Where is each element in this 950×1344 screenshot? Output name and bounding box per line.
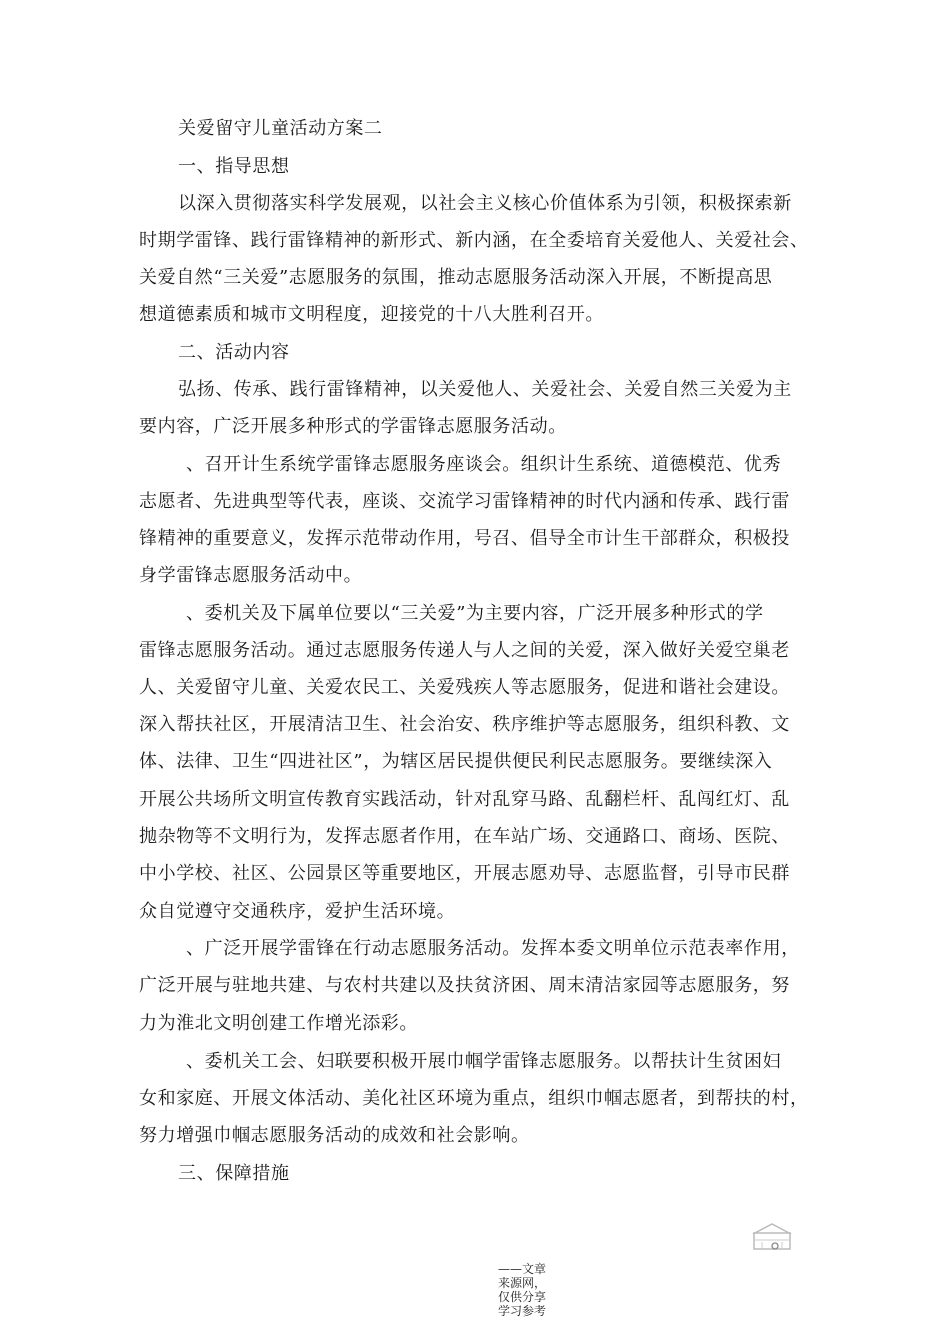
- paragraph-line: 、召开计生系统学雷锋志愿服务座谈会。组织计生系统、道德模范、优秀: [186, 454, 782, 475]
- paragraph-line: 、委机关及下属单位要以“三关爱”为主要内容，广泛开展多种形式的学: [186, 603, 764, 624]
- footer-note: ——文章来源网，仅供分享学习参考: [498, 1262, 547, 1318]
- paragraph-line: 雷锋志愿服务活动。通过志愿服务传递人与人之间的关爱，深入做好关爱空巢老: [139, 640, 790, 661]
- paragraph-line: 女和家庭、开展文体活动、美化社区环境为重点，组织巾帼志愿者，到帮扶的村，: [139, 1088, 809, 1109]
- paragraph-line: 力为淮北文明创建工作增光添彩。: [139, 1013, 418, 1034]
- paragraph-line: 关爱自然“三关爱”志愿服务的氛围，推动志愿服务活动深入开展，不断提高思: [139, 267, 773, 288]
- paragraph-line: 身学雷锋志愿服务活动中。: [139, 565, 363, 586]
- paragraph-line: 、委机关工会、妇联要积极开展巾帼学雷锋志愿服务。以帮扶计生贫困妇: [186, 1051, 782, 1072]
- paragraph-line: 中小学校、社区、公园景区等重要地区，开展志愿劝导、志愿监督，引导市民群: [139, 863, 790, 884]
- paragraph-line: 众自觉遵守交通秩序，爱护生活环境。: [139, 901, 456, 922]
- paragraph-line: 广泛开展与驻地共建、与农村共建以及扶贫济困、周末清洁家园等志愿服务，努: [139, 975, 790, 996]
- stamp-icon: [750, 1220, 794, 1252]
- paragraph-line: 锋精神的重要意义，发挥示范带动作用，号召、倡导全市计生干部群众，积极投: [139, 528, 790, 549]
- paragraph-line: 开展公共场所文明宣传教育实践活动，针对乱穿马路、乱翻栏杆、乱闯红灯、乱: [139, 789, 790, 810]
- paragraph-line: 以深入贯彻落实科学发展观，以社会主义核心价值体系为引领，积极探索新: [178, 193, 792, 214]
- paragraph-line: 弘扬、传承、践行雷锋精神，以关爱他人、关爱社会、关爱自然三关爱为主: [178, 379, 792, 400]
- paragraph-line: 抛杂物等不文明行为，发挥志愿者作用，在车站广场、交通路口、商场、医院、: [139, 826, 790, 847]
- paragraph-line: 志愿者、先进典型等代表，座谈、交流学习雷锋精神的时代内涵和传承、践行雷: [139, 491, 790, 512]
- paragraph-line: 想道德素质和城市文明程度，迎接党的十八大胜利召开。: [139, 304, 604, 325]
- document-title: 关爱留守儿童活动方案二: [178, 118, 383, 139]
- paragraph-line: 要内容，广泛开展多种形式的学雷锋志愿服务活动。: [139, 416, 567, 437]
- paragraph-line: 体、法律、卫生“四进社区”，为辖区居民提供便民利民志愿服务。要继续深入: [139, 751, 773, 772]
- paragraph-line: 时期学雷锋、践行雷锋精神的新形式、新内涵，在全委培育关爱他人、关爱社会、: [139, 230, 809, 251]
- paragraph-line: 努力增强巾帼志愿服务活动的成效和社会影响。: [139, 1125, 530, 1146]
- section-heading-2: 二、活动内容: [178, 342, 290, 363]
- paragraph-line: 深入帮扶社区，开展清洁卫生、社会治安、秩序维护等志愿服务，组织科教、文: [139, 714, 790, 735]
- paragraph-line: 人、关爱留守儿童、关爱农民工、关爱残疾人等志愿服务，促进和谐社会建设。: [139, 677, 790, 698]
- paragraph-line: 、广泛开展学雷锋在行动志愿服务活动。发挥本委文明单位示范表率作用，: [186, 938, 800, 959]
- section-heading-3: 三、保障措施: [178, 1163, 290, 1184]
- section-heading-1: 一、指导思想: [178, 156, 290, 177]
